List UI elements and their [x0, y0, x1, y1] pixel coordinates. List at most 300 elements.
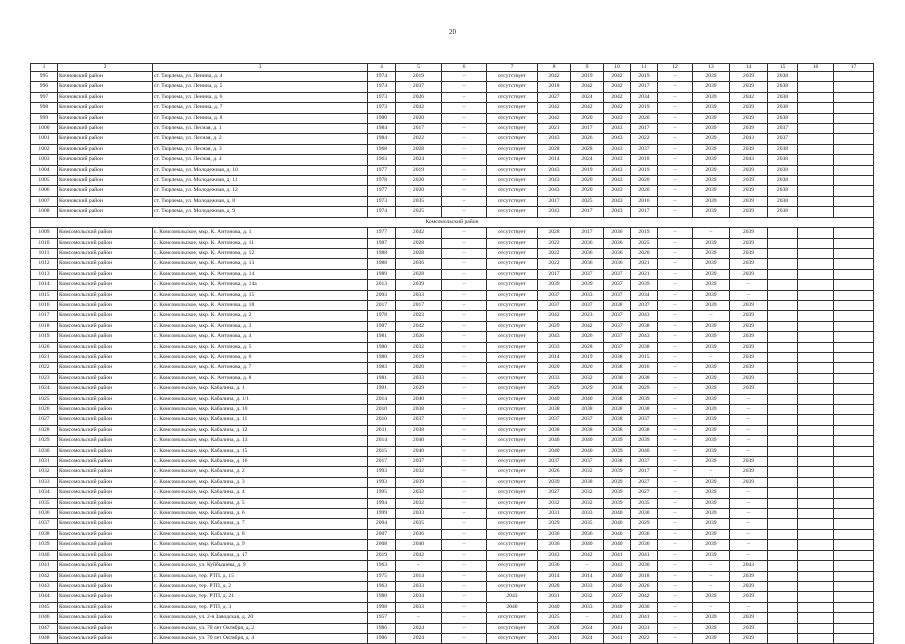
table-cell: –	[658, 92, 693, 102]
table-cell: 2041	[604, 633, 631, 643]
table-cell: 2040	[604, 509, 631, 519]
table-cell	[834, 446, 874, 456]
table-cell: 2040	[571, 436, 604, 446]
table-cell: 2038	[571, 477, 604, 487]
table-cell	[768, 332, 798, 342]
table-cell: 2039	[730, 332, 768, 342]
table-cell: с. Комсомольское, мкр. К. Антонова, д. 6	[153, 352, 368, 362]
table-cell: –	[442, 269, 487, 279]
table-cell: 1	[31, 64, 58, 72]
table-cell: 2042	[538, 113, 571, 123]
table-cell: 2029	[631, 519, 658, 529]
table-cell: Комсомольский район	[58, 446, 153, 456]
table-cell: ст. Тюрлема, ул. Ленина, д. 4	[153, 72, 368, 82]
table-cell: –	[442, 519, 487, 529]
table-cell: 2040	[396, 394, 442, 404]
section-row	[31, 217, 874, 227]
table-cell: 997	[31, 92, 58, 102]
table-cell	[768, 415, 798, 425]
table-cell: 2014	[368, 394, 396, 404]
table-cell	[834, 228, 874, 238]
table-cell: 2040	[571, 540, 604, 550]
table-cell: Кочновский район	[58, 82, 153, 92]
table-cell: 2030	[631, 561, 658, 571]
table-cell: 2020	[571, 176, 604, 186]
table-cell: 1973	[368, 196, 396, 206]
table-header-row	[31, 64, 874, 72]
table-cell	[798, 269, 834, 279]
table-cell: –	[658, 176, 693, 186]
table-cell	[798, 436, 834, 446]
table-row	[31, 290, 874, 300]
table-row	[31, 602, 874, 612]
table-cell: 1046	[31, 613, 58, 623]
table-cell	[798, 405, 834, 415]
table-cell: 2040	[487, 602, 538, 612]
table-cell: 2042	[730, 92, 768, 102]
table-row	[31, 519, 874, 529]
table-cell: 2017	[538, 196, 571, 206]
table-cell: –	[442, 248, 487, 258]
table-cell: 2040	[631, 446, 658, 456]
table-cell: отсутствует	[487, 509, 538, 519]
table-cell: 2028	[538, 144, 571, 154]
table-cell: 2043	[538, 550, 571, 560]
table-cell: 1025	[31, 394, 58, 404]
table-cell: 1039	[31, 540, 58, 550]
table-cell	[834, 248, 874, 258]
table-cell: 2038	[768, 82, 798, 92]
table-cell: 1010	[31, 238, 58, 248]
table-cell: 2039	[693, 633, 730, 643]
table-cell: 2039	[604, 488, 631, 498]
table-cell: –	[730, 602, 768, 612]
table-cell: 2036	[604, 259, 631, 269]
table-cell: отсутствует	[487, 134, 538, 144]
table-cell: 2027	[631, 488, 658, 498]
table-cell	[798, 196, 834, 206]
table-cell: 2038	[604, 300, 631, 310]
table-cell: 2024	[396, 155, 442, 165]
table-cell: 1984	[368, 134, 396, 144]
table-row	[31, 176, 874, 186]
table-cell: 1022	[31, 363, 58, 373]
table-cell: 2037	[631, 300, 658, 310]
table-cell: 2019	[631, 72, 658, 82]
table-cell: –	[442, 290, 487, 300]
table-cell: отсутствует	[487, 176, 538, 186]
table-cell: отсутствует	[487, 373, 538, 383]
table-cell: 1007	[31, 196, 58, 206]
table-cell: ст. Тюрлема, ул. Ленина, д. 6	[153, 92, 368, 102]
table-cell: 2037	[571, 300, 604, 310]
table-cell: 1034	[31, 488, 58, 498]
table-cell: –	[442, 92, 487, 102]
table-cell: 1980	[368, 592, 396, 602]
table-cell: 2029	[538, 321, 571, 331]
table-row	[31, 165, 874, 175]
table-cell: –	[442, 384, 487, 394]
table-cell: –	[442, 124, 487, 134]
table-cell: 2040	[604, 581, 631, 591]
table-cell: –	[442, 321, 487, 331]
table-cell	[834, 300, 874, 310]
table-cell	[798, 477, 834, 487]
table-cell: 2039	[631, 436, 658, 446]
table-cell: –	[693, 561, 730, 571]
table-cell: 2033	[571, 581, 604, 591]
table-cell: –	[442, 113, 487, 123]
table-cell: 2032	[538, 498, 571, 508]
table-cell: 2038	[768, 176, 798, 186]
table-cell	[798, 457, 834, 467]
table-cell: 2024	[571, 155, 604, 165]
table-cell	[798, 290, 834, 300]
table-cell: 2039	[693, 342, 730, 352]
table-cell: 2040	[538, 602, 571, 612]
table-cell: 2037	[538, 415, 571, 425]
table-cell: –	[658, 321, 693, 331]
table-cell: 2014	[538, 352, 571, 362]
table-cell: 2039	[730, 228, 768, 238]
table-cell: Комсомольский район	[58, 550, 153, 560]
table-cell: 2039	[693, 509, 730, 519]
table-cell: –	[658, 342, 693, 352]
table-cell: 17	[834, 64, 874, 72]
table-cell	[834, 477, 874, 487]
table-cell: 2039	[396, 477, 442, 487]
table-cell: 2041	[604, 623, 631, 633]
table-cell: –	[658, 415, 693, 425]
table-cell: –	[442, 82, 487, 92]
table-cell: 2039	[538, 280, 571, 290]
table-cell: –	[442, 488, 487, 498]
table-cell: 2028	[396, 248, 442, 258]
table-cell: 2028	[396, 144, 442, 154]
table-cell: отсутствует	[487, 425, 538, 435]
table-cell: –	[442, 529, 487, 539]
table-cell: 2039	[730, 477, 768, 487]
table-cell: 1013	[31, 269, 58, 279]
table-row	[31, 561, 874, 571]
table-cell: ст. Тюрлема, ул. Молодежная, д. 10	[153, 165, 368, 175]
table-cell: 2042	[538, 103, 571, 113]
table-cell: 2019	[571, 165, 604, 175]
table-cell: –	[442, 592, 487, 602]
table-cell: 2028	[538, 623, 571, 633]
table-cell: 2043	[604, 186, 631, 196]
table-cell: Комсомольский район	[58, 342, 153, 352]
table-cell: 2039	[693, 300, 730, 310]
table-cell: 2038	[604, 373, 631, 383]
table-cell: –	[693, 228, 730, 238]
table-cell	[798, 602, 834, 612]
table-cell: 2039	[693, 144, 730, 154]
table-cell: отсутствует	[487, 269, 538, 279]
table-cell: 2039	[730, 373, 768, 383]
table-cell: 2028	[538, 581, 571, 591]
table-cell: –	[658, 124, 693, 134]
table-cell: 2039	[693, 165, 730, 175]
table-cell: 2020	[571, 363, 604, 373]
table-cell	[768, 436, 798, 446]
table-cell: 2038	[631, 405, 658, 415]
table-cell: 2039	[693, 405, 730, 415]
table-cell: с. Комсомольское, мкр. Кабалина, д. 13	[153, 436, 368, 446]
table-cell: 2013	[368, 280, 396, 290]
table-cell: –	[730, 498, 768, 508]
table-cell: отсутствует	[487, 113, 538, 123]
table-cell: 2039	[693, 248, 730, 258]
table-cell: Комсомольский район	[58, 373, 153, 383]
table-cell	[798, 113, 834, 123]
table-cell	[834, 124, 874, 134]
table-cell	[834, 425, 874, 435]
table-cell: 2040	[571, 394, 604, 404]
table-cell: 2016	[631, 196, 658, 206]
table-cell: 2042	[396, 550, 442, 560]
table-cell: отсутствует	[487, 311, 538, 321]
table-row	[31, 415, 874, 425]
table-cell: 2039	[604, 436, 631, 446]
table-cell: 2040	[396, 540, 442, 550]
table-cell: 2039	[730, 165, 768, 175]
table-cell	[798, 519, 834, 529]
table-cell: –	[658, 228, 693, 238]
table-cell: 2039	[693, 415, 730, 425]
table-cell: 2043	[604, 134, 631, 144]
housing-table	[30, 63, 874, 644]
table-cell: –	[442, 373, 487, 383]
table-cell: Кочновский район	[58, 196, 153, 206]
table-cell: 2036	[396, 259, 442, 269]
table-cell: ст. Тюрлема, ул. Лесная, д. 2	[153, 134, 368, 144]
table-row	[31, 425, 874, 435]
table-cell	[834, 332, 874, 342]
table-cell: 2029	[538, 384, 571, 394]
table-cell: –	[658, 457, 693, 467]
table-cell: 1994	[368, 498, 396, 508]
table-cell: –	[442, 238, 487, 248]
table-cell: 2039	[693, 259, 730, 269]
table-cell: 2039	[730, 248, 768, 258]
table-cell	[768, 457, 798, 467]
table-cell: 2040	[604, 602, 631, 612]
table-cell	[798, 571, 834, 581]
table-cell	[798, 165, 834, 175]
table-cell: 2019	[396, 72, 442, 82]
table-cell: 2043	[487, 592, 538, 602]
table-cell	[798, 373, 834, 383]
table-cell: 1019	[31, 332, 58, 342]
table-cell: 2037	[396, 415, 442, 425]
table-cell: 2040	[538, 446, 571, 456]
table-row	[31, 92, 874, 102]
table-cell	[768, 613, 798, 623]
table-cell: с. Комсомольское, мкр. Кабалина, д. 1/1	[153, 394, 368, 404]
table-cell: 1984	[368, 124, 396, 134]
table-row	[31, 623, 874, 633]
table-cell: 2039	[730, 363, 768, 373]
table-cell: 2032	[571, 373, 604, 383]
table-cell	[834, 113, 874, 123]
table-cell: с. Комсомольское, мкр. Кабалина, д. 6	[153, 509, 368, 519]
table-cell: –	[730, 280, 768, 290]
table-cell: 2039	[730, 581, 768, 591]
table-cell: 1981	[368, 373, 396, 383]
table-cell: 2020	[571, 113, 604, 123]
table-cell	[798, 259, 834, 269]
table-cell: 2040	[396, 436, 442, 446]
table-cell: –	[730, 446, 768, 456]
table-cell: 1980	[368, 342, 396, 352]
table-cell: 1986	[368, 623, 396, 633]
table-cell: –	[693, 352, 730, 362]
table-cell: 2017	[571, 124, 604, 134]
table-cell: отсутствует	[487, 457, 538, 467]
table-cell	[798, 425, 834, 435]
table-cell: отсутствует	[487, 540, 538, 550]
table-cell	[768, 248, 798, 258]
table-cell: 2020	[538, 363, 571, 373]
table-cell: 4	[368, 64, 396, 72]
table-cell: 1011	[31, 248, 58, 258]
table-cell: 2039	[693, 103, 730, 113]
table-cell: 2019	[631, 165, 658, 175]
table-cell	[798, 103, 834, 113]
table-cell: 2032	[571, 498, 604, 508]
table-cell: 2032	[396, 488, 442, 498]
table-cell: –	[442, 207, 487, 217]
table-cell: 2029	[538, 519, 571, 529]
table-cell: 1030	[31, 446, 58, 456]
table-cell	[834, 352, 874, 362]
table-cell: 1993	[368, 477, 396, 487]
table-cell: Комсомольский район	[58, 394, 153, 404]
table-cell: –	[730, 436, 768, 446]
section-title: Комсомольский район	[31, 217, 874, 227]
table-cell: Кочновский район	[58, 72, 153, 82]
table-cell: 2016	[631, 363, 658, 373]
table-cell: 2038	[396, 425, 442, 435]
table-cell: 2041	[631, 613, 658, 623]
table-row	[31, 529, 874, 539]
table-cell	[768, 321, 798, 331]
table-cell: 2039	[693, 332, 730, 342]
table-cell	[768, 571, 798, 581]
table-cell: 2036	[631, 540, 658, 550]
table-cell: –	[442, 509, 487, 519]
table-cell: отсутствует	[487, 342, 538, 352]
table-row	[31, 300, 874, 310]
table-cell	[798, 394, 834, 404]
table-cell	[768, 405, 798, 415]
table-cell: 2039	[693, 186, 730, 196]
table-cell: –	[442, 581, 487, 591]
table-cell: 2038	[538, 425, 571, 435]
table-cell: 2026	[631, 581, 658, 591]
table-cell: 2015	[368, 446, 396, 456]
table-cell: отсутствует	[487, 259, 538, 269]
table-cell: Комсомольский район	[58, 321, 153, 331]
table-cell: 2037	[768, 134, 798, 144]
table-cell: 2039	[631, 280, 658, 290]
table-cell: 2039	[693, 488, 730, 498]
table-cell	[798, 488, 834, 498]
table-cell: с. Комсомольское, мкр. К. Антонова, д. 14а	[153, 280, 368, 290]
table-cell: 1027	[31, 415, 58, 425]
table-cell: 2039	[693, 134, 730, 144]
table-cell: 2037	[604, 269, 631, 279]
table-cell: 2033	[396, 373, 442, 383]
table-cell: 2019	[631, 228, 658, 238]
table-cell	[768, 519, 798, 529]
table-cell: 2028	[538, 228, 571, 238]
table-cell: 2018	[538, 82, 571, 92]
table-cell: –	[658, 581, 693, 591]
table-cell	[834, 488, 874, 498]
table-row	[31, 72, 874, 82]
table-cell: 2039	[730, 124, 768, 134]
table-cell: –	[658, 290, 693, 300]
table-cell: –	[442, 228, 487, 238]
table-cell: Кочновский район	[58, 103, 153, 113]
table-cell	[768, 633, 798, 643]
table-cell: 2037	[604, 311, 631, 321]
table-cell: –	[730, 550, 768, 560]
table-cell: 2042	[604, 92, 631, 102]
table-cell: 2038	[768, 113, 798, 123]
table-cell: Комсомольский район	[58, 415, 153, 425]
table-cell	[834, 509, 874, 519]
table-cell: 1048	[31, 633, 58, 643]
table-cell: с. Комсомольское, мкр. Кабалина, д. 11	[153, 415, 368, 425]
table-cell: 2038	[768, 196, 798, 206]
table-cell: отсутствует	[487, 280, 538, 290]
table-cell: 7	[487, 64, 538, 72]
table-cell: Комсомольский район	[58, 581, 153, 591]
table-cell: –	[730, 488, 768, 498]
table-cell: Комсомольский район	[58, 561, 153, 571]
table-cell	[834, 613, 874, 623]
table-cell	[768, 311, 798, 321]
table-cell: отсутствует	[487, 633, 538, 643]
table-cell	[798, 550, 834, 560]
table-cell: отсутствует	[487, 155, 538, 165]
table-row	[31, 228, 874, 238]
table-cell: Кочновский район	[58, 207, 153, 217]
table-cell: 2019	[368, 550, 396, 560]
table-cell: 2039	[604, 477, 631, 487]
table-cell: –	[658, 259, 693, 269]
table-cell: Комсомольский район	[58, 623, 153, 633]
table-cell: 999	[31, 113, 58, 123]
table-cell: –	[658, 155, 693, 165]
table-cell: 2037	[604, 592, 631, 602]
table-cell: –	[442, 425, 487, 435]
table-cell: –	[658, 509, 693, 519]
table-cell	[834, 519, 874, 529]
table-cell: 2008	[368, 540, 396, 550]
table-cell	[798, 363, 834, 373]
table-cell: 1988	[368, 259, 396, 269]
table-cell: 2037	[631, 415, 658, 425]
table-cell: –	[442, 300, 487, 310]
table-cell	[798, 581, 834, 591]
table-cell: –	[730, 519, 768, 529]
table-cell: отсутствует	[487, 207, 538, 217]
table-cell: 2040	[604, 571, 631, 581]
